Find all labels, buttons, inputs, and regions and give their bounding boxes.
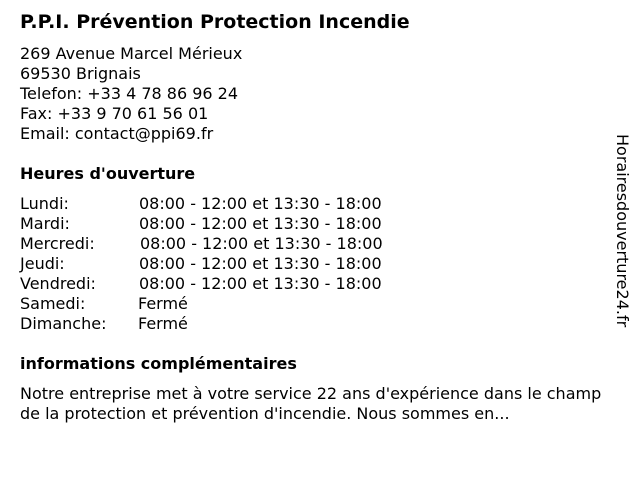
day-label: Mardi: [20, 214, 70, 233]
info-heading: informations complémentaires [20, 354, 297, 373]
hours-heading: Heures d'ouverture [20, 164, 196, 183]
watermark-text: Horairesdouverture24.fr [613, 134, 632, 328]
phone-number[interactable]: Telefon: +33 4 78 86 96 24 [20, 84, 239, 103]
day-label: Vendredi: [20, 274, 96, 293]
day-label: Lundi: [20, 194, 69, 213]
business-name: P.P.I. Prévention Protection Incendie [20, 11, 410, 33]
info-description: Notre entreprise met à votre service 22 ans d'expérience dans le champ de la protection et prévention d'incendie. Nous sommes en... [20, 384, 602, 423]
day-label: Samedi: [20, 294, 86, 313]
day-hours: 08:00 - 12:00 et 13:30 - 18:00 [139, 274, 382, 293]
day-hours: Fermé [138, 294, 188, 313]
contact-block [20, 44, 242, 144]
address-street: 269 Avenue Marcel Mérieux [20, 44, 243, 63]
day-hours: Fermé [138, 314, 188, 333]
day-hours: 08:00 - 12:00 et 13:30 - 18:00 [140, 234, 383, 253]
day-label: Dimanche: [20, 314, 107, 333]
address-city: 69530 Brignais [20, 64, 141, 83]
day-label: Mercredi: [20, 234, 95, 253]
email-address[interactable]: Email: contact@ppi69.fr [20, 124, 214, 143]
day-hours: 08:00 - 12:00 et 13:30 - 18:00 [139, 214, 382, 233]
day-label: Jeudi: [20, 254, 65, 273]
day-hours: 08:00 - 12:00 et 13:30 - 18:00 [139, 194, 382, 213]
fax-number: Fax: +33 9 70 61 56 01 [20, 104, 209, 123]
day-hours: 08:00 - 12:00 et 13:30 - 18:00 [139, 254, 382, 273]
watermark [612, 134, 632, 344]
